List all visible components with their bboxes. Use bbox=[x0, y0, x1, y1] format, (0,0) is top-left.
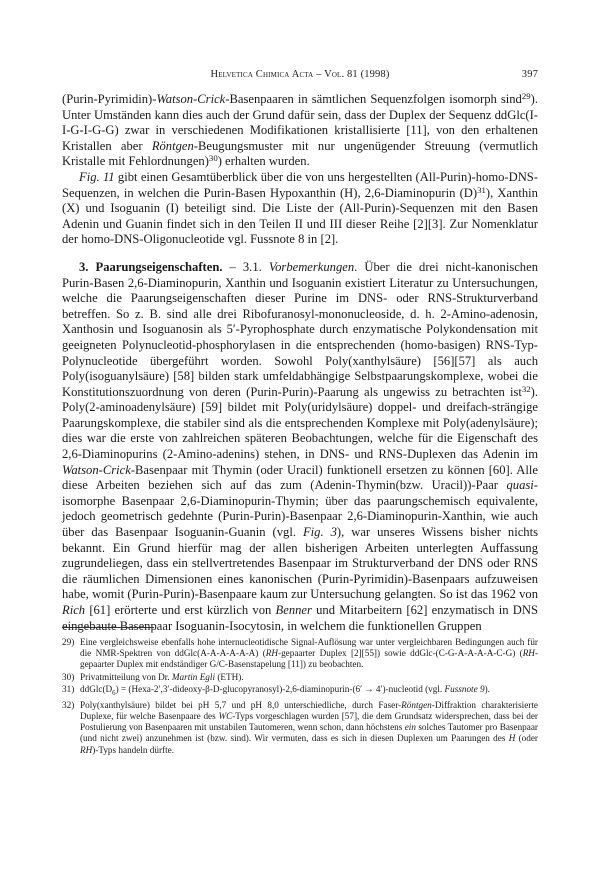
footnote-number: 31) bbox=[62, 683, 75, 694]
page-number: 397 bbox=[521, 69, 538, 80]
footnote-number: 30) bbox=[62, 671, 75, 682]
paragraph: Fig. 11 gibt einen Gesamtüberblick über die von uns hergestellten (All-Purin)-homo-DNS-Sequenzen, in welchen die Purin-Basen Hypoxanthin (H), 2,6-Diaminopurin $(D)^{31}$), Xanthin (X) und Isoguanin (I) beteiligt sind. Die Liste der (All-Purin)-Sequenzen mit den Basen Adenin und Guanin findet sich in den Teilen II und III dieser Reihe [2][3]. Zur Nomenklatur der homo-DNS-Oligonucleotide vgl. Fussnote 8 in [2]. bbox=[62, 169, 538, 247]
running-title: Helvetica Chimica Acta – Vol. 81 (1998) bbox=[210, 69, 390, 80]
running-header bbox=[62, 69, 538, 83]
footnotes bbox=[62, 637, 538, 757]
footnote: 30) Privatmitteilung von Dr. Martin Egli (ETH). bbox=[62, 671, 244, 682]
paragraph: (Purin-Pyrimidin)-Watson-Crick-Basenpaaren in sämtlichen Sequenzfolgen isomorph sind$^{29}$). Unter Umständen kann dies auch der Grund dafür sein, dass der Duplex der Sequenz ddGlc(I-I-G-I-G-G) zwar in verschiedenen Modifikationen kristallisierte [11], von den erhaltenen Kristallen aber Röntgen-Beugungsmuster mit nur ungenügender Streuung (vermutlich Kristalle mit Fehlordnungen)$^{30}$) erhalten wurden. bbox=[62, 91, 538, 169]
footnote: 31) $ddGlc(D_6)$ = (Hexa-2′,3′-dideoxy-β-D-glucopyranosyl)-2,6-diaminopurin-(6′ → 4′)-nucleotid (vgl. Fussnote 9). bbox=[62, 683, 490, 697]
section-paragraph: 3. Paarungseigenschaften. – 3.1. Vorbemerkungen. Über die drei nicht-kanonischen Purin-Basen 2,6-Diaminopurin, Xanthin und Isoguanin existiert Literatur zu Untersuchungen, welche die Paarungseigenschaften dieser Purine im DNS- oder RNS-Strukturverband betreffen. So z. B. sind alle drei Ribofuranosyl-mononucleoside, d. h. 2-Amino-adenosin, Xanthosin und Isoguanosin als 5′-Pyrophosphate durch enzymatische Polykondensation mit geeigneten Polynucleotid-phosphorylasen in die entsprechenden (homo-basigen) RNS-Typ-Polynucleotide übergeführt worden. Sowohl Poly(xanthylsäure) [56][57] als auch Poly(isoguanylsäure) [58] bilden stark umfeldabhängige Selbstpaarungskomplexe, wobei die Konstitutionszuordnung von deren (Purin-Purin)-Paarung als ungewiss zu betrachten ist$^{32}$). Poly(2-aminoadenylsäure) [59] bildet mit Poly(uridylsäure) doppel- und dreifach-strängige Paarungskomplexe, die stabiler sind als die entsprechenden Komplexe mit Poly(adenylsäure); dies war die erste von zahlreichen späteren Beobachtungen, welche für die Eigenschaft des 2,6-Diaminopurins (2-Amino-adenins) stehen, in DNS- und RNS-Duplexen das Adenin im Watson-Crick-Basenpaar mit Thymin (oder Uracil) funktionell ersetzen zu können [60]. Alle diese Arbeiten beziehen sich auf das zum (Adenin-Thymin(bzw. Uracil))-Paar quasi-isomorphe Basenpaar 2,6-Diaminopurin-Thymin; über das paarungschemisch equivalente, jedoch geometrisch gedehnte (Purin-Purin)-Basenpaar 2,6-Diaminopurin-Xanthin, wie auch über das Basenpaar Isoguanin-Guanin (vgl. Fig. 3), war unseres Wissens bisher nichts bekannt. Ein Grund hierfür mag der allen bisherigen Arbeiten unterlegten Auffassung zugrundeliegen, dass ein stellvertretendes Basenpaar im Strukturverband der DNS oder RNS die räumlichen Dimensionen eines kanonischen (Purin-Pyrimidin)-Basenpaars aufzuweisen habe, womit (Purin-Purin)-Basenpaare kaum zur Untersuchung gelangten. So ist das 1962 von Rich [61] erörterte und erst kürzlich von Benner und Mitarbeitern [62] enzymatisch in DNS eingebaute Basenpaar Isoguanin-Isocytosin, in welchem die funktionellen Gruppen bbox=[62, 259, 539, 633]
main-text bbox=[62, 92, 538, 634]
footnote: 29) Eine vergleichsweise ebenfalls hohe internucleotidische Signal-Auflösung war unter vergleichbaren Bedingungen auch für die NMR-Spektren von ddGlc(A-A-A-A-A-A) (RH-gepaarter Duplex [2][55]) sowie ddGlc-(C-G-A-A-A-A-C-G) (RH-gepaarter Duplex mit endständiger G/C-Basenstapelung [11]) zu beobachten. bbox=[62, 637, 538, 670]
footnote-number: 32) bbox=[62, 699, 75, 710]
footnote-rule bbox=[62, 627, 154, 628]
footnote-number: 29) bbox=[62, 637, 75, 647]
footnote: 32) Poly(xanthylsäure) bildet bei pH 5,7 und pH 8,0 unterschiedliche, durch Faser-Röntgen-Diffraktion charakterisierte Duplexe, für welche Basenpaare des WC-Typs vorgeschlagen wurden [57], die dem Grundsatz widersprechen, dass bei der Postulierung von Basenpaaren mit unstabilen Tautomeren, wenn schon, dann höchstens ein solches Tautomer pro Basenpaar (und nicht zwei) anzunehmen ist (bzw. sind). Wir vermuten, dass es sich in diesen Duplexen um Paarungen des H (oder RH)-Typs handeln dürfte. bbox=[62, 699, 538, 755]
